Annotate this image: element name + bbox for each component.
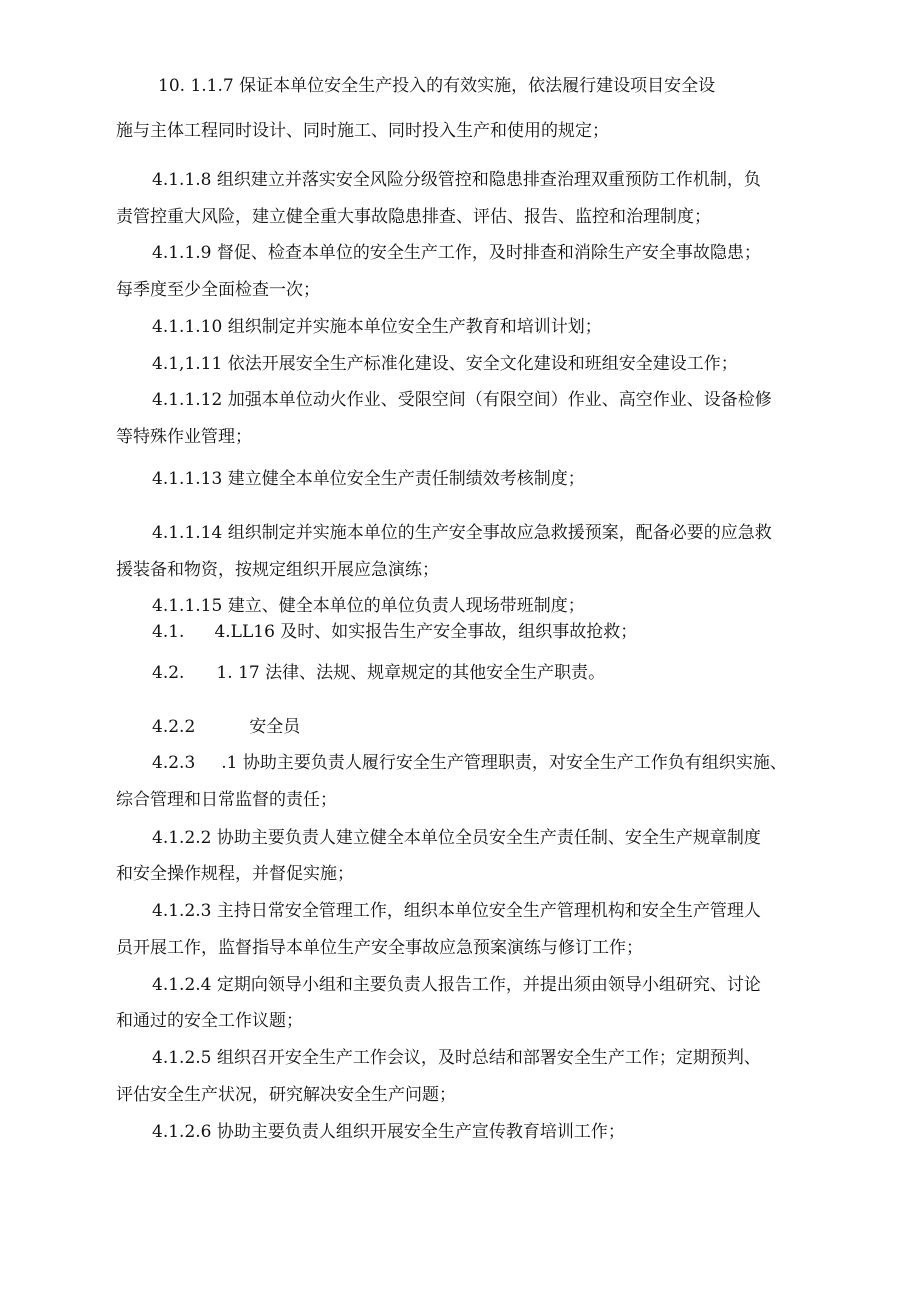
text-line: 4.1.1.9 督促、检查本单位的安全生产工作，及时排查和消除生产安全事故隐患； — [152, 243, 761, 263]
text-line: 4.1.1.8 组织建立并落实安全风险分级管控和隐患排查治理双重预防工作机制，负 — [152, 170, 761, 190]
text-line: 责管控重大风险，建立健全重大事故隐患排查、评估、报告、监控和治理制度； — [116, 207, 711, 227]
section-heading — [152, 715, 300, 739]
text-line: 10. 1.1.7 保证本单位安全生产投入的有效实施，依法履行建设项目安全设 — [158, 76, 716, 96]
text-line: 4.1.1.12 加强本单位动火作业、受限空间（有限空间）作业、高空作业、设备检修 — [152, 390, 772, 410]
text-line: 4.1,1.11 依法开展安全生产标准化建设、安全文化建设和班组安全建设工作； — [152, 354, 738, 374]
section-number: 4.2.2 — [152, 717, 196, 737]
text-line: 综合管理和日常监督的责任； — [116, 790, 337, 810]
text-line: 4.1.2.5 组织召开安全生产工作会议，及时总结和部署安全生产工作；定期预判、 — [152, 1048, 761, 1068]
text-line: 4.1.1.14 组织制定并实施本单位的生产安全事故应急救援预案，配备必要的应急救 — [152, 523, 772, 543]
text-line: 4.1.1.15 建立、健全本单位的单位负责人现场带班制度； — [152, 596, 585, 616]
text-line: 4.1.1.13 建立健全本单位安全生产责任制绩效考核制度； — [152, 469, 585, 489]
text-line: 和安全操作规程，并督促实施； — [116, 864, 354, 884]
text-line — [152, 751, 787, 775]
text-line — [152, 661, 605, 685]
line-text: 1. 17 法律、法规、规章规定的其他安全生产职责。 — [216, 663, 606, 683]
text-line: 4.1.2.2 协助主要负责人建立健全本单位全员安全生产责任制、安全生产规章制度 — [152, 828, 761, 848]
text-line: 施与主体工程同时设计、同时施工、同时投入生产和使用的规定； — [116, 121, 609, 141]
section-title: 安全员 — [249, 717, 301, 737]
section-number: 4.2.3 — [152, 753, 196, 773]
text-line: 4.1.1.10 组织制定并实施本单位安全生产教育和培训计划； — [152, 317, 602, 337]
text-line: 援装备和物资，按规定组织开展应急演练； — [116, 560, 439, 580]
section-number: 4.1. — [152, 622, 185, 642]
line-text: .1 协助主要负责人履行安全生产管理职责，对安全生产工作负有组织实施、 — [221, 753, 787, 773]
text-line: 员开展工作，监督指导本单位生产安全事故应急预案演练与修订工作； — [116, 938, 643, 958]
text-line — [152, 620, 637, 644]
section-number: 4.2. — [152, 663, 185, 683]
text-line: 每季度至少全面检查一次； — [116, 280, 320, 300]
text-line: 和通过的安全工作议题； — [116, 1011, 303, 1031]
text-line: 评估安全生产状况，研究解决安全生产问题； — [116, 1085, 456, 1105]
text-line: 等特殊作业管理； — [116, 427, 252, 447]
text-line: 4.1.2.3 主持日常安全管理工作，组织本单位安全生产管理机构和安全生产管理人 — [152, 901, 761, 921]
text-line: 4.1.2.6 协助主要负责人组织开展安全生产宣传教育培训工作； — [152, 1122, 625, 1142]
line-text: 4.LL16 及时、如实报告生产安全事故，组织事故抢救； — [214, 622, 638, 642]
text-line: 4.1.2.4 定期向领导小组和主要负责人报告工作，并提出须由领导小组研究、讨论 — [152, 975, 761, 995]
